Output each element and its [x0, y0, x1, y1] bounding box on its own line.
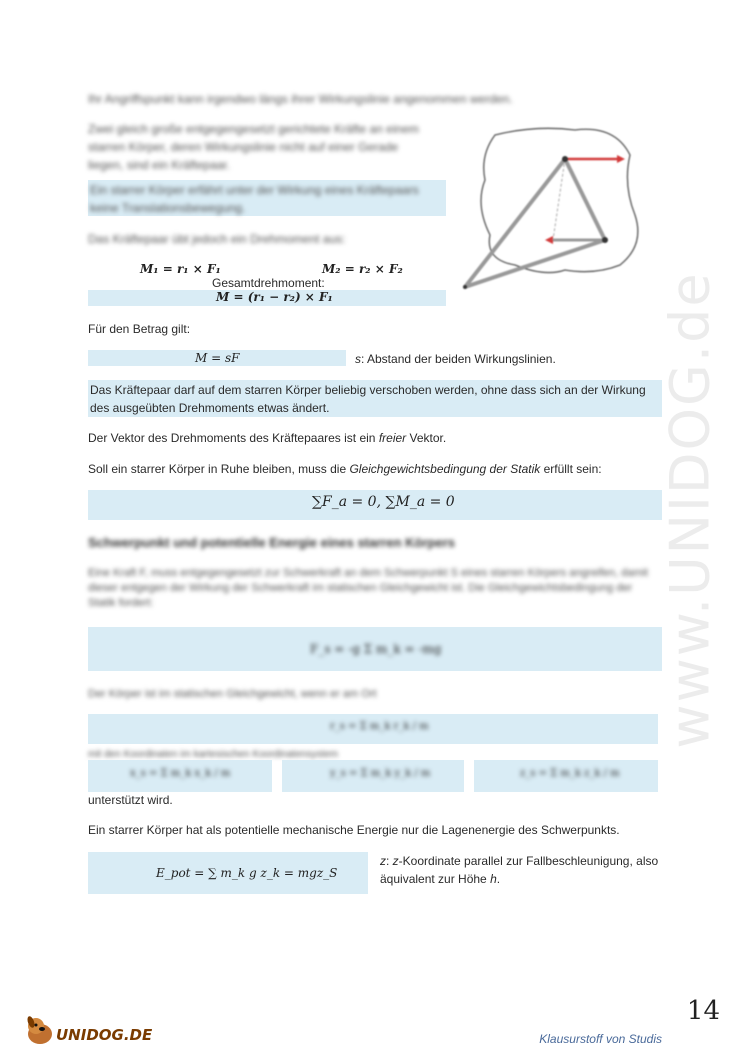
r1-vector: [465, 159, 565, 287]
freier-vektor-line: Der Vektor des Drehmoments des Kräftepaares ist ein freier Vektor.: [88, 431, 447, 445]
s-variable: s: [355, 352, 361, 366]
blurred-schwerkraft-paragraph: Eine Kraft F, muss entgegengesetzt zur Schwerkraft an dem Schwerpunkt S eines starren Körpers angreifen, damit dieser entgegen der Wirkung der Schwerkraft im statischen Gleichgewicht ist. Die Gleichgewichtsbedingung der Statik fordert:: [88, 567, 649, 609]
kraeftepaar-diagram: [455, 125, 655, 290]
watermark: [658, 271, 722, 749]
origin-point: [463, 285, 467, 289]
point-top: [562, 156, 568, 162]
formula-m1: M₁ = r₁ × F₁: [140, 262, 221, 276]
formula-fs-blurred: F_s = -g Σ m_k = -mg: [310, 642, 442, 656]
formula-ys-blurred: y_s = Σ m_k y_k / m: [330, 768, 431, 779]
unterstuetzt-line: unterstützt wird.: [88, 793, 173, 807]
blurred-translation-text: Ein starrer Körper erfährt unter der Wirkung eines Kräftepaars keine Translationsbewegung.: [90, 183, 419, 215]
blurred-drehmoment-line: Das Kräftepaar übt jedoch ein Drehmoment aus:: [88, 232, 346, 246]
freier-word: freier: [378, 431, 407, 445]
formula-equilibrium: ∑F_a = 0, ∑M_a = 0: [312, 494, 455, 510]
blurred-koordinaten-line: mit den Koordinaten im kartesischen Koordinatensystem: [88, 749, 339, 760]
watermark-text: www.UNIDOG.de: [658, 271, 722, 749]
gleichgewicht-term: Gleichgewichtsbedingung der Statik: [349, 462, 541, 476]
force-arrowhead-bottom: [545, 236, 553, 244]
formula-betrag: M = sF: [195, 351, 240, 365]
formula-gesamt: M = (r₁ − r₂) × F₁: [216, 290, 333, 304]
s-description: : Abstand der beiden Wirkungslinien.: [361, 352, 556, 366]
r2-vector: [465, 240, 605, 287]
point-bottom: [602, 237, 608, 243]
blurred-gleichgewicht-line: Der Körper ist im statischen Gleichgewicht, wenn er am Ort: [88, 688, 377, 700]
ruhe-line: Soll ein starrer Körper in Ruhe bleiben, muss die Gleichgewichtsbedingung der Statik erfüllt sein:: [88, 462, 602, 476]
potentielle-energie-line: Ein starrer Körper hat als potentielle mechanische Energie nur die Lagenenergie des Schwerpunkts.: [88, 823, 620, 837]
unidog-logo-text: UNIDOG.DE: [56, 1026, 153, 1044]
dog-logo-icon: [22, 1012, 58, 1048]
force-arrowhead-top: [617, 155, 625, 163]
formula-rs-blurred: r_s = Σ m_k r_k / m: [330, 721, 429, 732]
page-number: 14: [686, 996, 720, 1026]
blurred-intro-line: Ihr Angriffspunkt kann irgendwo längs ihrer Wirkungslinie angenommen werden.: [88, 92, 513, 106]
betrag-heading: Für den Betrag gilt:: [88, 322, 191, 336]
formula-zs-blurred: z_s = Σ m_k z_k / m: [520, 768, 620, 779]
formula-xs-blurred: x_s = Σ m_k x_k / m: [130, 768, 231, 779]
verschoben-text: Das Kräftepaar darf auf dem starren Körper beliebig verschoben werden, ohne dass sich an der Wirkung des ausgeübten Drehmoments etwas ändert.: [90, 383, 646, 415]
z-description: z: z-Koordinate parallel zur Fallbeschleunigung, also äquivalent zur Höhe h.: [380, 854, 659, 886]
connection-line: [565, 159, 605, 240]
blurred-kraeftepaar-definition: Zwei gleich große entgegengesetzt gerichtete Kräfte an einem starren Körper, deren Wirkungslinie nicht auf einer Gerade liegen, sind ein Kräftepaar.: [88, 122, 419, 172]
formula-m2: M₂ = r₂ × F₂: [322, 262, 403, 276]
gesamtdrehmoment-label: Gesamtdrehmoment:: [212, 276, 325, 290]
section-heading-schwerpunkt: Schwerpunkt und potentielle Energie eines starren Körpers: [88, 535, 455, 550]
rigid-body-outline: [481, 128, 638, 272]
footer-text: Klausurstoff von Studis: [539, 1032, 662, 1046]
formula-epot: E_pot = ∑ m_k g z_k = mgz_S: [156, 866, 338, 880]
